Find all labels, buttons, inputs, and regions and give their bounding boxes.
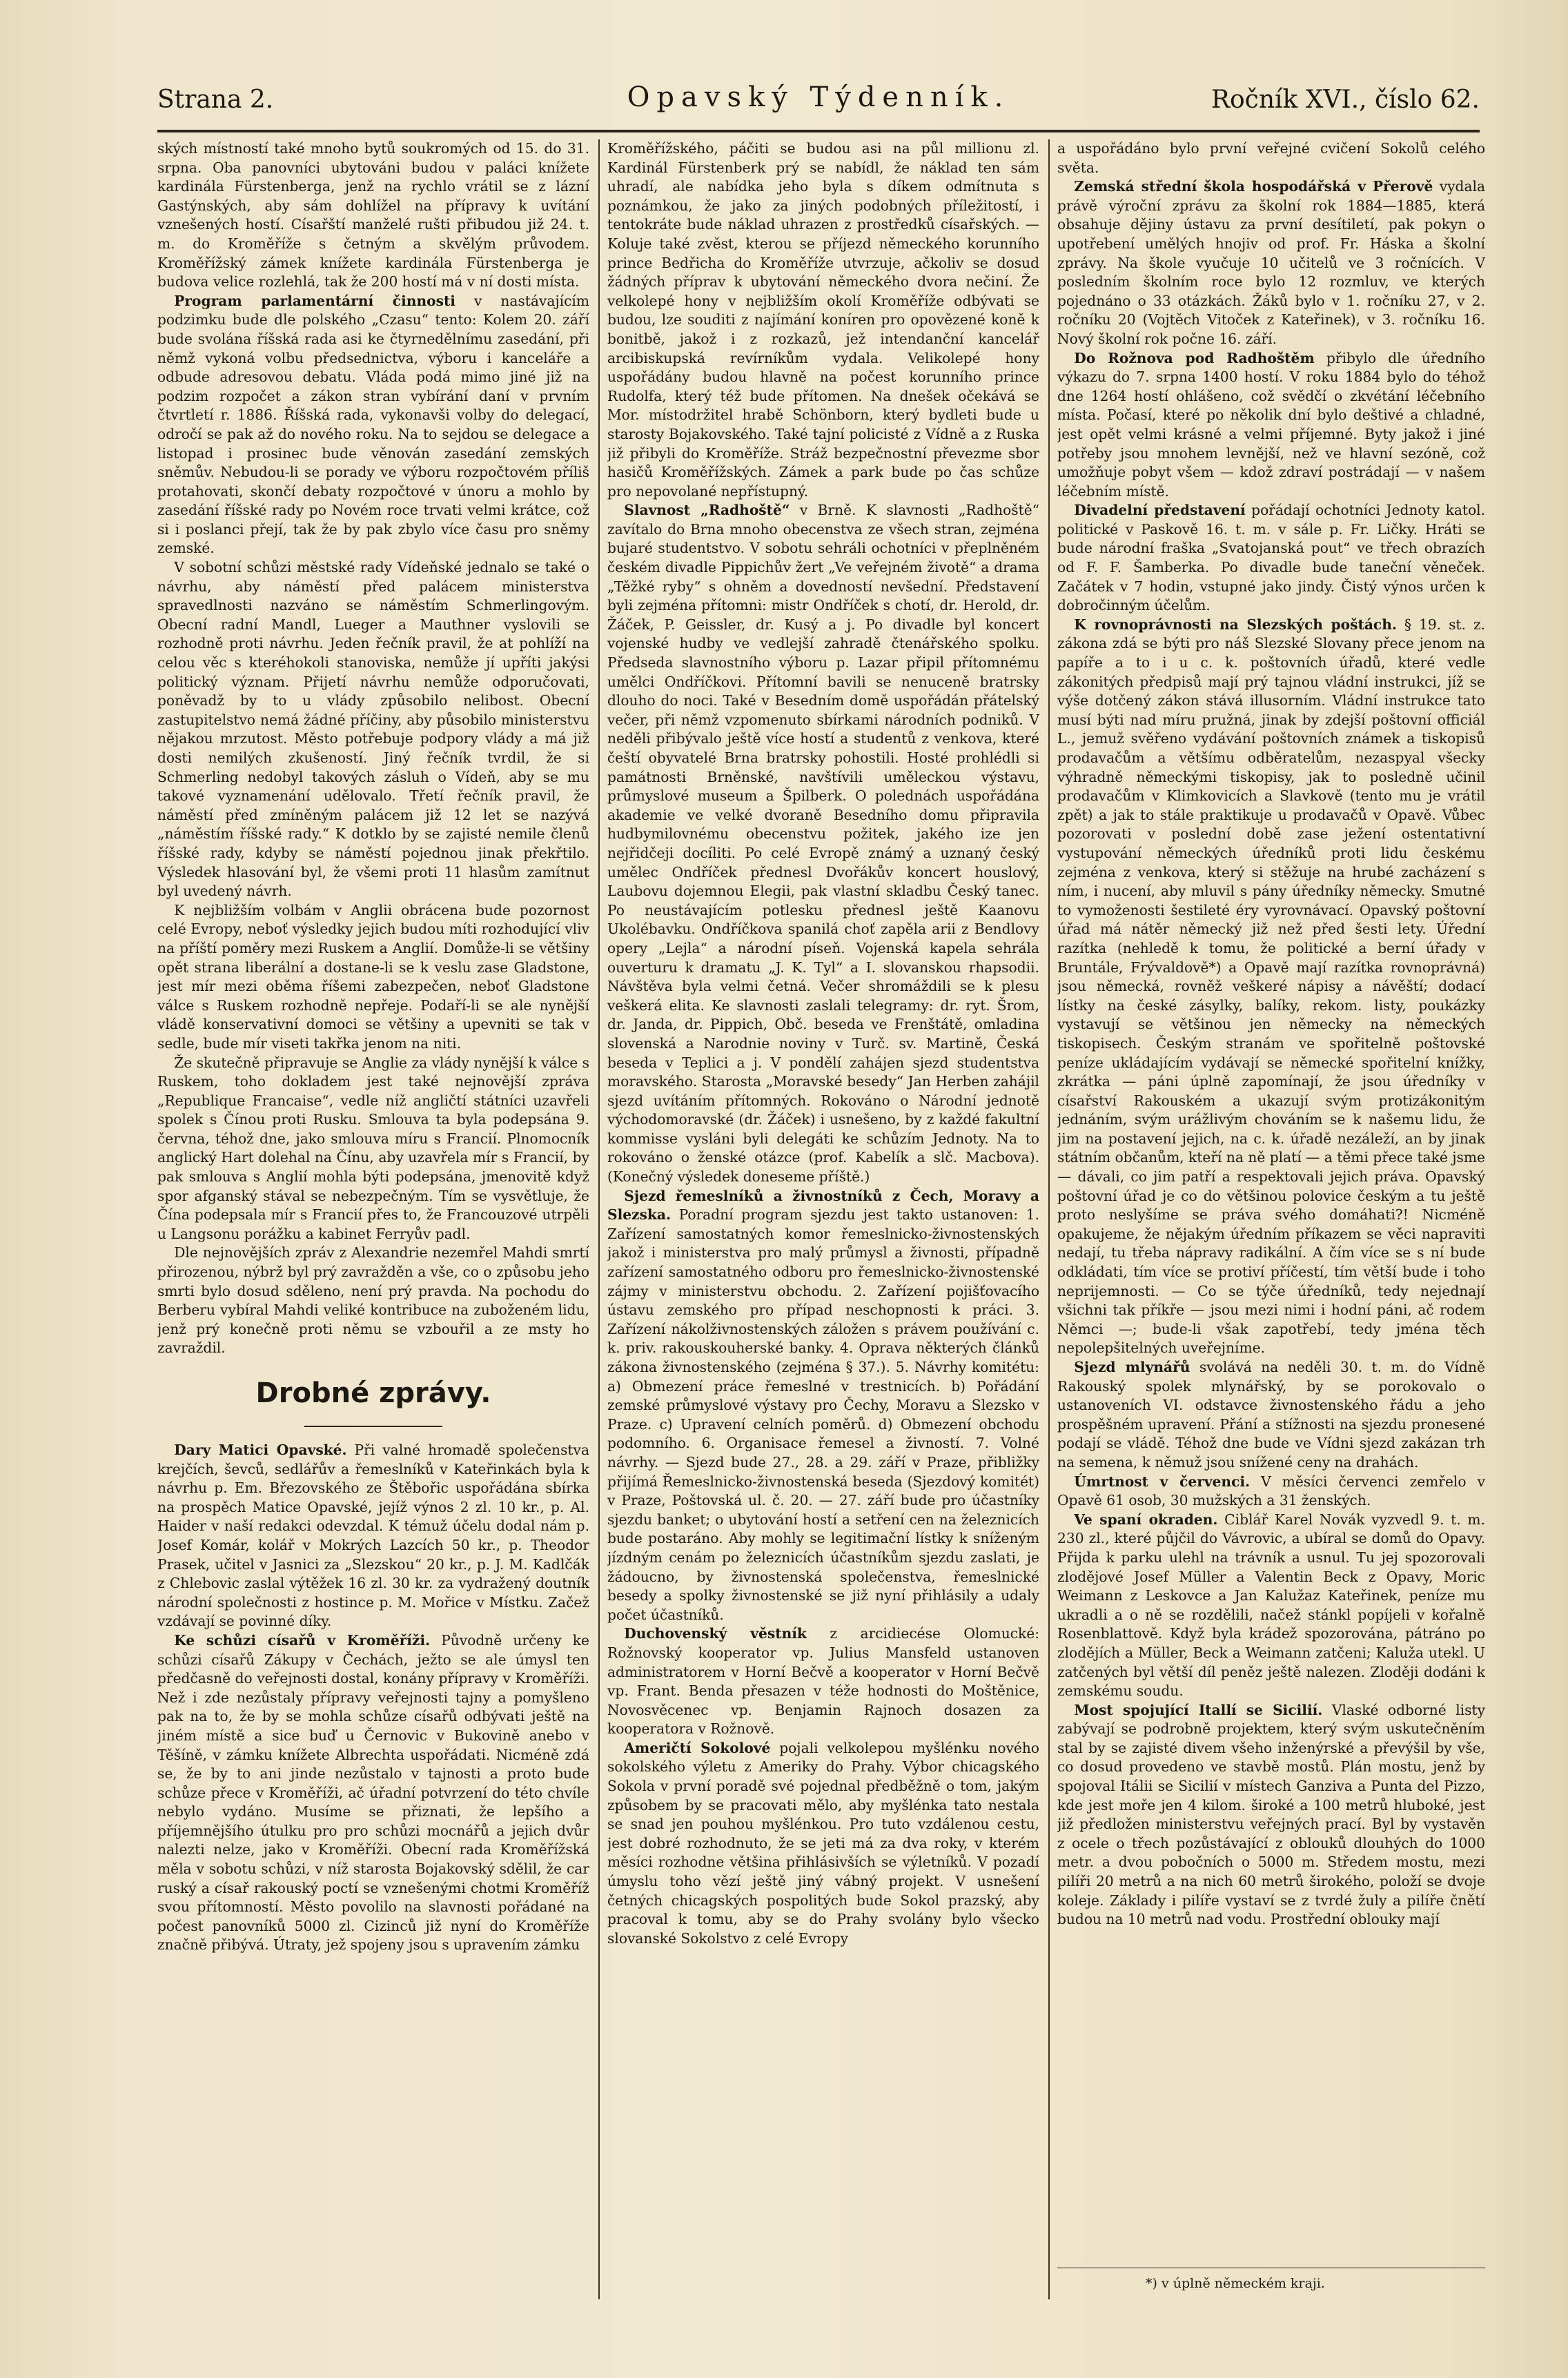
article-headline: Dary Matici Opavské. xyxy=(174,1442,347,1458)
article-headline: Most spojující Itallí se Sicilií. xyxy=(1074,1701,1323,1718)
article-body: K nejbližším volbám v Anglii obrácena bude pozornost celé Evropy, neboť výsledky jejich budou míti rozhodující vliv na příští poměry mezi Ruskem a Anglií. Domůže-li se většiny opět strana liberální a dostane-li se k veslu zase Gladstone, jest mír mezi oběma říšemi zabezpečen, neboť Gladstone válce s Ruskem rozhodně nepřeje. Podaří-li se ale nynější vládě konservativní domoci se většiny a upevniti se tak v sedle, bude mír viseti takřka jenom na niti. xyxy=(157,901,589,1052)
article-paragraph xyxy=(1057,139,1485,177)
section-rule xyxy=(304,1426,442,1427)
article-paragraph xyxy=(1057,349,1485,502)
article-headline: Sjezd řemeslníků a živnostníků z Čech, Moravy a Slezska. xyxy=(607,1187,1039,1224)
article-paragraph xyxy=(157,292,589,558)
article-body: v nastávajícím podzimku bude dle polského „Czasu“ tento: Kolem 20. září bude svolána říšská rada asi ke čtyrnedělnímu zasedání, při němž vykoná volbu předsednictva, výboru i kanceláře a odbude adresovou debatu. Vláda podá mimo jiné již na podzim rozpočet a zákon stran vybírání daní v prvním čtvrtletí r. 1886. Říšská rada, vykonavši volby do delegací, odročí se pak až do nového roku. Na to sejdou se delegace a listopad i prosinec bude věnován zasedání zemských sněmův. Nebudou-li se porady ve výboru rozpočtovém příliš protahovati, skončí debaty rozpočtové v únoru a mohlo by zasedání říšské rady po Novém roce trvati velmi krátce, což si i poslanci přejí, tak že by pak zbylo více času pro sněmy zemské. xyxy=(157,292,589,557)
article-body: v Brně. K slavnosti „Radhoště“ zavítalo do Brna mnoho obecenstva ze všech stran, zejména bujaré studentstvo. V sobotu sehráli ochotníci v přeplněném českém divadle Pippichův žert „Ve veřejném životě“ a drama „Těžké ryby“ s ohněm a dovedností nevšední. Představení byli zejména přítomni: mistr Ondříček s chotí, dr. Herold, dr. Žáček, P. Geissler, dr. Kusý a j. Po divadle byl koncert vojenské hudby ve vedlejší zahradě čtenářského spolku. Předseda slavnostního výboru p. Lazar připil přítomnému umělci Ondříčkovi. Přítomní bavili se nenuceně bratrsky dlouho do noci. Také v Besedním domě uspořádán přátelský večer, při němž vzpomenuto sbírkami národních podniků. V neděli přibývalo ještě více hostí a studentů z venkova, které čeští obyvatelé Brna bratrsky pohostili. Hosté prohlédli si památnosti Brněnské, navštívili uměleckou výstavu, průmyslové museum a Špilberk. O polednách uspořádána akademie ve velké dvoraně Besedního domu připravila hudbymilovnému obecenstvu požitek, jakého ize jen nejřidčeji docíliti. Po celé Evropě známý a uznaný český umělec Ondříček přednesl Dvořákův koncert houslový, Laubovu dojemnou Elegii, pak vlastní skladbu Český tanec. Po neustávajícím potlesku přednesl ještě Kaanovu Ukolébavku. Ondříčkova spanilá choť zapěla arii z Bendlovy opery „Lejla“ a národní píseň. Vojenská kapela sehrála ouverturu k dramatu „J. K. Tyl“ a I. slovanskou rhapsodii. Návštěva byla velmi četná. Večer shromáždili se k plesu veškerá elita. Ke slavnosti zaslali telegramy: dr. ryt. Šrom, dr. Janda, dr. Pippich, Obč. beseda ve Frenštátě, omladina slovenská a Narodnie noviny v Turč. sv. Martině, Česká beseda v Teplici a j. V pondělí zahájen sjezd studentstva moravského. Starosta „Moravské besedy“ Jan Herben zahájil sjezd uvítáním přítomných. Rokováno o Národní jednotě východomoravské (dr. Žáček) i usnešeno, by z každé fakultní kommisse vysláni byli delegáti ke schůzím Jednoty. Na to rokováno o ženské otázce (prof. Kabelík a slč. Macbova). (Konečný výsledek doneseme příště.) xyxy=(607,502,1039,1186)
article-paragraph xyxy=(607,1624,1039,1739)
article-body: Kroměřížského, páčiti se budou asi na půl millionu zl. Kardinál Fürstenberk prý se nabídl, že náklad ten sám uhradí, ale nabídka jeho byla s díkem odmítnuta s poznámkou, že jako za jiných podobných příležitostí, i tentokráte bude náklad uhrazen z prostředků císařských. — Koluje také zvěst, kterou se příjezd německého korunního prince Bedřicha do Kroměříže utvrzuje, ačkoliv se dosud žádných příprav k ubytování německého dvora nečiní. Že velkolepé hony v nejbližším okolí Kroměříže odbývati se budou, lze souditi z najímání koníren pro opovězené koně k bonitbě, jakož i z rozkazů, jež intendanční kancelář arcibiskupská revírníkům vydala. Velikolepé hony uspořádány budou hlavně na počest korunního prince Rudolfa, který též bude přítomen. Na dnešek očekává se Mor. místodržitel hrabě Schönborn, který bydleti bude u starosty Bojakovského. Také tajní policisté z Vídně a z Ruska již přibyli do Kroměříže. Stráž bezpečnostní převezme sbor hasičů Kroměřížských. Zámek a park bude po čas schůze pro nepovolané nepřístupný. xyxy=(607,140,1039,500)
column-divider xyxy=(1048,139,1050,2299)
page-number: Strana 2. xyxy=(157,86,274,114)
article-headline: Slavnost „Radhoště“ xyxy=(624,502,790,519)
footnote: *) v úplně německém kraji. xyxy=(1146,2276,1325,2291)
article-headline: Úmrtnost v červenci. xyxy=(1074,1473,1251,1490)
article-paragraph xyxy=(607,139,1039,501)
masthead-title: Opavský Týdenník. xyxy=(627,81,1010,113)
article-headline: Divadelní představení xyxy=(1074,502,1246,519)
article-paragraph xyxy=(1057,1473,1485,1511)
article-paragraph xyxy=(157,1244,589,1358)
article-paragraph xyxy=(157,1441,589,1631)
article-paragraph xyxy=(1057,1358,1485,1473)
page-header xyxy=(157,76,1480,124)
article-body: Původně určeny ke schůzi císařů Zákupy v Čechách, ježto se ale úmysl ten předčasně do veřejnosti dostal, konány přípravy v Kroměříži. Než i zde nezůstaly přípravy veřejnosti tajny a pomyšleno pak na to, že by se mohla schůze císařů odbývati ještě na jiném místě a sice buď u Černovic v Bukovině anebo v Těšíně, v zámku knížete Albrechta uspořádati. Nicméně zdá se, že by to ani jinde nezůstalo v tajnosti a proto bude schůze přece v Kroměříži, ač úřadní potvrzení do této chvíle nebylo vydáno. Musíme se přiznati, že lepšího a příjemnějšího útulku pro pro schůzi mocnářů a jejich dvůr nalezti nelze, jako v Kroměříži. Obecní rada Kroměřížská měla v sobotu schůzi, v níž starosta Bojakovský sdělil, že car ruský a císař rakouský poctí se vznešenými chotmi Kroměříž svou přítomností. Město povolilo na slavnosti pořádané na počest panovníků 5000 zl. Cizinců již nyní do Kroměříže značně přibývá. Útraty, jež spojeny jsou s upravením zámku xyxy=(157,1631,589,1954)
article-headline: Duchovenský věstník xyxy=(624,1625,807,1642)
column-divider xyxy=(598,139,600,2299)
article-headline: Do Rožnova pod Radhoštěm xyxy=(1074,349,1315,366)
column-3 xyxy=(1057,139,1485,2313)
article-paragraph xyxy=(157,139,589,292)
article-paragraph xyxy=(157,558,589,901)
article-headline: Američtí Sokolové xyxy=(624,1739,771,1756)
article-headline: Ve spaní okraden. xyxy=(1074,1511,1218,1528)
article-paragraph xyxy=(1057,501,1485,616)
section-heading: Drobné zprávy. xyxy=(255,1377,491,1409)
article-headline: Zemská střední škola hospodářská v Přerově xyxy=(1074,178,1433,195)
article-paragraph xyxy=(607,1187,1039,1625)
article-body: V sobotní schůzi městské rady Vídeňské jednalo se také o návrhu, aby náměstí před palácem ministerstva spravedlnosti nazváno se náměstím Schmerlingovým. Obecní radní Mandl, Lueger a Mauthner vyslovili se rozhodně proti návrhu. Jeden řečník pravil, že at pohlíží na celou věc s kteréhokoli stanoviska, nemůže jí upříti jakýsi politický význam. Přijetí návrhu nemůže odporučovati, poněvadž by to u vlády způsobilo nelibost. Obecní zastupitelstvo nemá žádné příčiny, aby působilo ministerstvu nějakou mrzutost. Město potřebuje podpory vlády a má již dosti nemilých zkušeností. Jiný řečník tvrdil, že si Schmerling nedobyl takových zásluh o Vídeň, aby se mu takové vyznamenání udělovalo. Třetí řečník pravil, že náměstí před zmíněným palácem již 12 let se nazývá „náměstím říšské rady.“ K dotklo by se zajisté nemile členů říšské rady, kdyby se náměstí pojednou jinak překřtilo. Výsledek hlasování byl, že všemi proti 11 hlasům zamítnut byl uvedený návrh. xyxy=(157,559,589,900)
article-body: V měsíci červenci zemřelo v Opavě 61 osob, 30 mužských a 31 ženských. xyxy=(1057,1473,1485,1509)
article-body: svolává na neděli 30. t. m. do Vídně Rakouský spolek mlynářský, by se porokovalo o ustanoveních VI. odstavce živnostenského řádu a jeho prospěšném upravení. Přání a stížnosti na sjezdu pronesené podají se vládě. Téhož dne bude ve Vídni sjezd zakázan trh na semena, k němuž jsou snížené ceny na drahách. xyxy=(1057,1359,1485,1471)
article-paragraph xyxy=(607,501,1039,1186)
article-headline: K rovnoprávnosti na Slezských poštách. xyxy=(1074,616,1397,633)
article-paragraph xyxy=(1057,177,1485,348)
article-headline: Program parlamentární činnosti xyxy=(174,292,455,309)
article-paragraph xyxy=(157,1631,589,1955)
article-body: Vlaské odborné listy zabývají se podrobně projektem, který svým uskutečněním stal by se zajisté divem všeho inženýrské a převýšil by vše, co dosud provedeno ve stavbě mostů. Plán mostu, jenž by spojoval Itálii se Sicilií v místech Ganziva a Punta del Pizzo, kde jest moře jen 4 kilom. široké a 100 metrů hluboké, jest již předložen ministerstvu veřejných prací. Byl by vystavěn z ocele o třech pozůstávající z oblouků dlouhých do 1000 metr. a dvou pobočních o 5000 m. Středem mostu, mezi pilíři 20 metrů a na nich 60 metrů širokého, položí se dvoje koleje. Základy i pilíře vystaví se z tvrdé žuly a pilíře čnětí budou na 10 metrů nad vodu. Prostřední oblouky mají xyxy=(1057,1701,1485,1928)
article-body: pořádají ochotníci Jednoty katol. politické v Paskově 16. t. m. v sále p. Fr. Ličky. Hráti se bude národní fraška „Svatojanská pout“ ve třech obrazích od F. F. Šamberka. Po divadle bude taneční věneček. Začátek v 7 hodin, vstupné jako jindy. Čistý výnos určen k dobročinným účelům. xyxy=(1057,502,1485,614)
article-paragraph xyxy=(1057,1511,1485,1701)
article-paragraph xyxy=(157,901,589,1054)
volume-issue: Ročník XVI., číslo 62. xyxy=(1211,86,1480,114)
column-2 xyxy=(607,139,1039,2313)
article-body: z arcidiecése Olomucké: Rožnovský kooperator vp. Julius Mansfeld ustanoven administratorem v Horní Bečvě a kooperator v Horní Bečvě vp. Frant. Benda přesazen v téže hodnosti do Moštěnice, Novosvěcenec vp. Benjamin Rajnoch dosazen za kooperatora v Rožnově. xyxy=(607,1625,1039,1738)
article-headline: Ke schůzi císařů v Kroměříži. xyxy=(174,1631,431,1649)
article-paragraph xyxy=(1057,616,1485,1358)
article-body: § 19. st. z. zákona zdá se býti pro náš Slezské Slovany přece jenom na papíře a to i u c. k. poštovních úřadů, které vedle zákonitých předpisů mají prý tajnou vládní instrukci, jíž se výše dotčený zákon stává illusorním. Vládní instrukce tato musí býti nad míru pružná, jinak by zdejší poštovní officiál L., jemuž svěřeno vydávání poštovních známek a tiskopisů prodavačům a většímu odběratelům, nezaspyal všecky výhradně německými tiskopisy, jak to posledně učinil prodavačům v Klimkovicích a Slavkově (tento mu je vrátil zpět) a jak to stále praktikuje u prodavačů v Opavě. Vůbec pozorovati v poslední době zase ježení ostentativní vystupování německých úředníků proti lidu českému zejména z venkova, který si stěžuje na hrubé zacházení s ním, i nucení, aby mluvil s pány úředníky německy. Smutné to vymoženosti šestileté éry vyrovnávací. Opavský poštovní úřad má nátěr německý již než před šesti lety. Úřední razítka (nehledě k tomu, že politické a berní úřady v Bruntále, Frývaldově*) a Opavě mají razítka rovnoprávná) jsou německá, rovněž veškeré nápisy a návěští; dodací lístky na české zásylky, balíky, rekom. listy, poukázky vystavují se většinou jen německy na německých tiskopisech. Českým stranám ve spořitelně poštovské peníze ukládajícím vydávají se německé spořitelní knížky, zkrátka — páni úplně zapomínají, že jsou úředníky v císařství Rakouském a ukazují svým protizákonitým jednáním, svým urážlivým chováním se k našemu lidu, že jim na postavení jejich, na c. k. úřadě nezáleží, an by jinak státním občanům, kteří na ně platí — a těmi přece také jsme — dávali, co jim patří a respektovali jejich práva. Opavský poštovní úřad je co do většinou polovice českým a tu ještě proto neslyšíme se práva svého domáhati?! Nicméně opakujeme, že nějakým úředním příkazem se věci napraviti nedají, tu třeba nápravy radikální. A čím více se s ní bude odkládati, tím více se protiví příčestí, tím větší bude i toho neprijemnosti. — Co se týče úředníků, tedy nejednají všichni tak příkře — jsou mezi nimi i hodní páni, ač rodem Němci —; bude-li však zapotřebí, tedy jména těch nepolepšitelných uveřejníme. xyxy=(1057,616,1485,1357)
article-body: pojali velkolepou myšlénku nového sokolského výletu z Ameriky do Prahy. Výbor chicagského Sokola v první poradě své pojednal předběžně o tom, jakým způsobem by se pracovati mělo, aby myšlénka tato nestala se snad jen pouhou myšlénkou. Pro tuto vzdálenou cestu, jest dobré rozhodnuto, že se jeti má za dva roky, v kterém měsíci rozhodne většina přihlásivších se výletníků. V pozadí úmyslu toho vězí ještě jiný vábný projekt. V usnešení četných chicagských pospolitých bude Sokol prazský, aby pracoval k tomu, aby se do Prahy svolány bylo všecko slovanské Sokolstvo z celé Evropy xyxy=(607,1739,1039,1947)
article-body: Že skutečně připravuje se Anglie za vlády nynější k válce s Ruskem, toho dokladem jest také nejnovější zpráva „Republique Francaise“, vedle níž angličtí státníci uzavřeli spolek s Čínou proti Rusku. Smlouva ta byla podepsána 9. června, téhož dne, jako smlouva míru s Francií. Plnomocník anglický Hart dolehal na Čínu, aby uzavřela mír s Francií, by pak smlouva s Anglií mohla býti podepsána, jmenovitě když spor afganský stával se nebezpečným. Tím se vysvětluje, že Čína podepsala mír s Francií přes to, že Francouzové utrpěli u Langsonu porážku a kabinet Ferryův padl. xyxy=(157,1054,589,1242)
article-paragraph xyxy=(607,1739,1039,1949)
article-paragraph xyxy=(157,1054,589,1244)
article-body: vydala právě výroční zprávu za školní rok 1884—1885, která obsahuje dějiny ústavu za první desítiletí, pak pokyn o upotřebení umělých hnojiv od prof. Fr. Háska a školní zprávy. Na škole vyučuje 10 učitelů ve 3 ročnících. V posledním školním roce bylo 12 rozmluv, ve kterých pojednáno o 33 otázkách. Žáků bylo v 1. ročníku 27, v 2. ročníku 20 (Vojtěch Vitoček z Kateřinek), v 3. ročníku 16. Nový školní rok počne 16. září. xyxy=(1057,178,1485,347)
article-body: Dle nejnovějších zpráv z Alexandrie nezemřel Mahdi smrtí přirozenou, nýbrž byl prý zavražděn a vše, co o způsobu jeho smrti bylo dosud sděleno, není prý pravda. Na pochodu do Berberu vybíral Mahdi veliké kontribuce na zuboženém lidu, jenž prý konečně proti němu se vzbouřil a ze msty ho zavraždil. xyxy=(157,1244,589,1357)
header-rule xyxy=(157,130,1480,132)
article-body: Při valné hromadě společenstva krejčích, ševců, sedlářův a řemeslníků v Kateřinkách byla k návrhu p. Em. Březovského ze Štěbořic uspořádána sbírka na prospěch Matice Opavské, jejíž výnos 2 zl. 10 kr., p. Al. Haider v naší redakci odevzdal. K témuž účelu dodal nám p. Josef Komár, kolář v Mokrých Lazcích 50 kr., p. Theodor Prasek, učitel v Jasnici za „Slezskou“ 20 kr., p. J. M. Kadlčák z Chlebovic zaslal výtěžek 16 zl. 30 kr. za vydražený doutník národní společnosti z hostince p. M. Mořice v Místku. Začež vzdávají se povinné díky. xyxy=(157,1442,589,1630)
article-body: Poradní program sjezdu jest takto ustanoven: 1. Zařízení samostatných komor řemeslnicko-živnostenských jakož i ministerstva pro malý průmysl a živnosti, případně zařízení samostatného odboru pro řemeslnicko-živnostenské zájmy v ministerstvu obchodu. 2. Zařízení pojišťovacího ústavu zemského pro případ neschopnosti k práci. 3. Zařízení nákolživnostenských záložen s právem používání c. k. priv. rakouskouherské banky. 4. Oprava některých článků zákona živnostenského (zejména § 37.). 5. Návrhy komitétu: a) Obmezení práce řemeslné v trestnicích. b) Pořádání zemské průmyslové výstavy pro Čechy, Moravu a Slezsko v Praze. c) Upravení celních poměrů. d) Obmezení obchodu podomního. 6. Organisace řemesel a živností. 7. Volné návrhy. — Sjezd bude 27., 28. a 29. září v Praze, přibližky přijímá Řemeslnicko-živnostenská beseda (Sjezdový komitét) v Praze, Poštovská ul. č. 20. — 27. září bude pro účastníky sjezdu banket; o ubytování hostí a setření cen na železnicích bude postaráno. Aby mohly se legitimační lístky k sníženým jízdným cenám po železnicích účastníkům sjezdu zaslati, je žádoucno, by živnostenská společenstva, řemeslnické besedy a spolky živnostenské se již nyní přihlásily a udaly počet účastníků. xyxy=(607,1206,1039,1623)
column-1 xyxy=(157,139,589,2313)
article-headline: Sjezd mlynářů xyxy=(1074,1359,1190,1375)
article-paragraph xyxy=(1057,1701,1485,1929)
article-body: ských místností také mnoho bytů soukromých od 15. do 31. srpna. Oba panovníci ubytováni budou v paláci knížete kardinála Fürstenberga, jenž na rychlo vrátil se z lázní Gastýnských, aby sám dohlížel na přípravy k uvítání vznešených hostí. Císařští manželé rušti přibudou již 24. t. m. do Kroměříže s četným a skvělým průvodem. Kroměřížský zámek knížete kardinála Fürstenberga je budova velice rozlehlá, tak že 200 hostí má v ní dosti místa. xyxy=(157,140,589,291)
article-body: přibylo dle úředního výkazu do 7. srpna 1400 hostí. V roku 1884 bylo do téhož dne 1264 hostí ohlášeno, což svědčí o zkvétání léčebního místa. Počasí, které po několik dní bylo deštivé a chladné, jest opět velmi krásné a velmi příjemné. Byty jakož i jiné potřeby jsou mnohem levnější, než ve hlavní sezóně, což umožňuje pobyt všem — kdož zdraví postrádají — v našem léčebním místě. xyxy=(1057,349,1485,500)
article-body: a uspořádáno bylo první veřejné cvičení Sokolů celého světa. xyxy=(1057,140,1485,176)
article-body: Ciblář Karel Novák vyzvedl 9. t. m. 230 zl., které půjčil do Vávrovic, a ubíral se domů do Opavy. Přijda k parku ulehl na trávník a usnul. Tu jej spozorovali zlodějové Josef Müller a Valentin Beck z Opavy, Moric Weimann z Leskovce a Jan Kalužaz Kateřinek, peníze mu ukradli a o ně se rozdělili, načež stánkl popíjeli v kořalně Rosenblattově. Když byla krádež spozorována, pátráno po zlodějích a Müller, Beck a Weimann zatčeni; Kaluža utekl. U zatčených byl větší díl peněz ještě nalezen. Zloději dodáni k zemskému soudu. xyxy=(1057,1511,1485,1700)
